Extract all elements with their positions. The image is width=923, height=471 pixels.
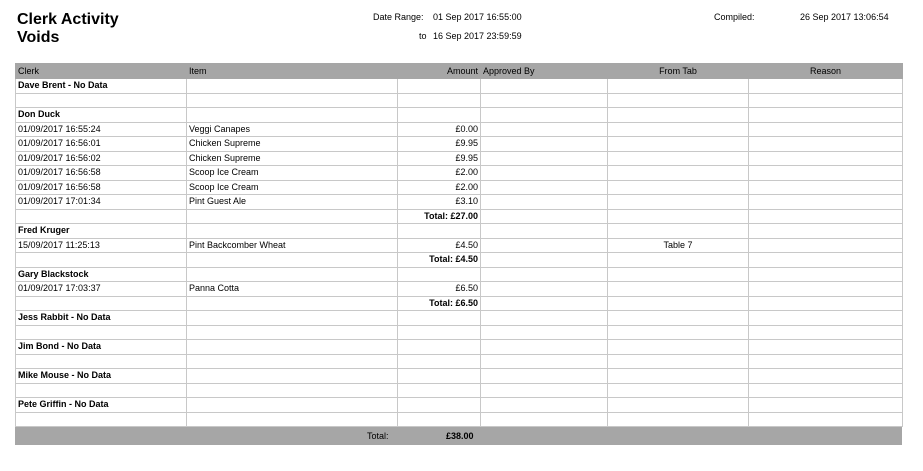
empty-cell — [187, 354, 398, 369]
empty-cell — [398, 354, 481, 369]
empty-cell — [749, 209, 903, 224]
empty-cell — [749, 79, 903, 94]
empty-cell — [481, 296, 608, 311]
clerk-group-row — [16, 311, 903, 326]
empty-cell — [608, 340, 749, 355]
empty-cell — [187, 253, 398, 268]
empty-cell — [187, 340, 398, 355]
void-item-name: Chicken Supreme — [187, 151, 398, 166]
void-amount: £2.00 — [398, 166, 481, 181]
empty-cell — [187, 296, 398, 311]
empty-cell — [749, 412, 903, 427]
clerk-name: Pete Griffin - No Data — [16, 398, 187, 413]
void-item-row — [16, 180, 903, 195]
empty-cell — [16, 296, 187, 311]
empty-cell — [608, 108, 749, 123]
approved-by-cell — [481, 122, 608, 137]
empty-cell — [608, 398, 749, 413]
empty-cell — [749, 224, 903, 239]
empty-cell — [481, 369, 608, 384]
grand-total-value: £38.00 — [446, 431, 474, 441]
void-amount: £3.10 — [398, 195, 481, 210]
reason-cell — [749, 122, 903, 137]
grand-total-label: Total: — [367, 431, 389, 441]
empty-cell — [481, 340, 608, 355]
void-item-name: Veggi Canapes — [187, 122, 398, 137]
reason-cell — [749, 137, 903, 152]
date-to-label: to — [419, 31, 427, 41]
void-item-name: Scoop Ice Cream — [187, 180, 398, 195]
void-timestamp: 01/09/2017 17:03:37 — [16, 282, 187, 297]
void-timestamp: 15/09/2017 11:25:13 — [16, 238, 187, 253]
empty-cell — [398, 311, 481, 326]
empty-cell — [481, 383, 608, 398]
empty-cell — [398, 108, 481, 123]
approved-by-cell — [481, 137, 608, 152]
empty-cell — [187, 108, 398, 123]
empty-cell — [187, 311, 398, 326]
empty-cell — [749, 296, 903, 311]
empty-cell — [481, 354, 608, 369]
empty-cell — [187, 325, 398, 340]
date-to-value: 16 Sep 2017 23:59:59 — [433, 31, 522, 41]
void-item-row — [16, 195, 903, 210]
from-tab-cell — [608, 137, 749, 152]
empty-cell — [187, 383, 398, 398]
empty-cell — [749, 398, 903, 413]
empty-cell — [749, 253, 903, 268]
subtotal-amount: Total: £4.50 — [398, 253, 481, 268]
report-title: Clerk Activity — [17, 11, 119, 28]
empty-cell — [481, 79, 608, 94]
empty-cell — [16, 325, 187, 340]
empty-cell — [481, 325, 608, 340]
empty-cell — [481, 224, 608, 239]
empty-cell — [187, 267, 398, 282]
approved-by-cell — [481, 238, 608, 253]
empty-cell — [608, 93, 749, 108]
from-tab-cell — [608, 166, 749, 181]
empty-cell — [481, 412, 608, 427]
empty-cell — [481, 93, 608, 108]
empty-cell — [398, 340, 481, 355]
void-timestamp: 01/09/2017 16:56:58 — [16, 180, 187, 195]
clerk-group-row — [16, 340, 903, 355]
clerk-group-row — [16, 267, 903, 282]
empty-cell — [16, 354, 187, 369]
void-timestamp: 01/09/2017 16:56:58 — [16, 166, 187, 181]
empty-cell — [481, 253, 608, 268]
empty-cell — [481, 209, 608, 224]
clerk-name: Fred Kruger — [16, 224, 187, 239]
blank-row — [16, 383, 903, 398]
empty-cell — [398, 398, 481, 413]
report-title-block — [17, 11, 119, 47]
empty-cell — [16, 253, 187, 268]
approved-by-cell — [481, 180, 608, 195]
column-header-from-tab: From Tab — [608, 64, 749, 79]
empty-cell — [608, 311, 749, 326]
blank-row — [16, 93, 903, 108]
empty-cell — [398, 224, 481, 239]
from-tab-cell — [608, 195, 749, 210]
empty-cell — [749, 340, 903, 355]
empty-cell — [16, 383, 187, 398]
empty-cell — [749, 354, 903, 369]
void-item-name: Pint Backcomber Wheat — [187, 238, 398, 253]
empty-cell — [608, 79, 749, 94]
void-item-row — [16, 137, 903, 152]
void-timestamp: 01/09/2017 16:56:02 — [16, 151, 187, 166]
empty-cell — [398, 325, 481, 340]
void-amount: £0.00 — [398, 122, 481, 137]
empty-cell — [398, 383, 481, 398]
clerk-group-row — [16, 224, 903, 239]
empty-cell — [187, 93, 398, 108]
reason-cell — [749, 195, 903, 210]
empty-cell — [481, 311, 608, 326]
empty-cell — [187, 412, 398, 427]
empty-cell — [481, 267, 608, 282]
compiled-label: Compiled: — [714, 12, 755, 22]
subtotal-row — [16, 209, 903, 224]
blank-row — [16, 354, 903, 369]
void-item-row — [16, 282, 903, 297]
empty-cell — [749, 369, 903, 384]
compiled-value: 26 Sep 2017 13:06:54 — [800, 12, 889, 22]
empty-cell — [608, 325, 749, 340]
blank-row — [16, 325, 903, 340]
empty-cell — [608, 383, 749, 398]
approved-by-cell — [481, 166, 608, 181]
approved-by-cell — [481, 282, 608, 297]
empty-cell — [187, 369, 398, 384]
clerk-name: Mike Mouse - No Data — [16, 369, 187, 384]
void-item-name: Panna Cotta — [187, 282, 398, 297]
empty-cell — [608, 267, 749, 282]
empty-cell — [749, 108, 903, 123]
void-amount: £9.95 — [398, 137, 481, 152]
void-item-row — [16, 151, 903, 166]
void-timestamp: 01/09/2017 17:01:34 — [16, 195, 187, 210]
empty-cell — [481, 398, 608, 413]
empty-cell — [187, 79, 398, 94]
empty-cell — [398, 79, 481, 94]
reason-cell — [749, 151, 903, 166]
clerk-group-row — [16, 108, 903, 123]
from-tab-cell — [608, 180, 749, 195]
clerk-group-row — [16, 79, 903, 94]
empty-cell — [187, 209, 398, 224]
empty-cell — [16, 93, 187, 108]
clerk-group-row — [16, 398, 903, 413]
report-subtitle: Voids — [17, 29, 60, 46]
empty-cell — [608, 354, 749, 369]
date-range-label: Date Range: — [373, 12, 424, 22]
column-header-clerk: Clerk — [16, 64, 187, 79]
void-amount: £2.00 — [398, 180, 481, 195]
empty-cell — [398, 412, 481, 427]
grand-total-bar — [15, 427, 902, 445]
clerk-group-row — [16, 369, 903, 384]
reason-cell — [749, 238, 903, 253]
report-table-container — [15, 63, 902, 427]
empty-cell — [608, 412, 749, 427]
date-from-value: 01 Sep 2017 16:55:00 — [433, 12, 522, 22]
empty-cell — [749, 267, 903, 282]
empty-cell — [481, 108, 608, 123]
table-body — [16, 79, 903, 427]
void-item-row — [16, 238, 903, 253]
empty-cell — [398, 93, 481, 108]
void-item-row — [16, 122, 903, 137]
reason-cell — [749, 166, 903, 181]
reason-cell — [749, 282, 903, 297]
empty-cell — [398, 369, 481, 384]
column-header-amount: Amount — [398, 64, 481, 79]
void-item-name: Pint Guest Ale — [187, 195, 398, 210]
subtotal-row — [16, 296, 903, 311]
void-timestamp: 01/09/2017 16:55:24 — [16, 122, 187, 137]
empty-cell — [749, 93, 903, 108]
subtotal-row — [16, 253, 903, 268]
empty-cell — [749, 311, 903, 326]
empty-cell — [16, 412, 187, 427]
voids-table — [15, 63, 903, 427]
empty-cell — [187, 224, 398, 239]
column-header-approved-by: Approved By — [481, 64, 608, 79]
empty-cell — [749, 383, 903, 398]
empty-cell — [398, 267, 481, 282]
empty-cell — [16, 209, 187, 224]
void-item-row — [16, 166, 903, 181]
from-tab-cell — [608, 151, 749, 166]
table-header-row — [16, 64, 903, 79]
clerk-name: Gary Blackstock — [16, 267, 187, 282]
clerk-name: Dave Brent - No Data — [16, 79, 187, 94]
from-tab-cell: Table 7 — [608, 238, 749, 253]
void-amount: £6.50 — [398, 282, 481, 297]
subtotal-amount: Total: £27.00 — [398, 209, 481, 224]
subtotal-amount: Total: £6.50 — [398, 296, 481, 311]
void-item-name: Scoop Ice Cream — [187, 166, 398, 181]
empty-cell — [608, 209, 749, 224]
reason-cell — [749, 180, 903, 195]
column-header-reason: Reason — [749, 64, 903, 79]
blank-row — [16, 412, 903, 427]
empty-cell — [187, 398, 398, 413]
void-item-name: Chicken Supreme — [187, 137, 398, 152]
empty-cell — [608, 369, 749, 384]
column-header-item: Item — [187, 64, 398, 79]
from-tab-cell — [608, 122, 749, 137]
clerk-name: Don Duck — [16, 108, 187, 123]
approved-by-cell — [481, 195, 608, 210]
clerk-name: Jim Bond - No Data — [16, 340, 187, 355]
approved-by-cell — [481, 151, 608, 166]
empty-cell — [608, 253, 749, 268]
void-amount: £9.95 — [398, 151, 481, 166]
empty-cell — [608, 224, 749, 239]
empty-cell — [608, 296, 749, 311]
empty-cell — [749, 325, 903, 340]
void-timestamp: 01/09/2017 16:56:01 — [16, 137, 187, 152]
from-tab-cell — [608, 282, 749, 297]
void-amount: £4.50 — [398, 238, 481, 253]
clerk-name: Jess Rabbit - No Data — [16, 311, 187, 326]
